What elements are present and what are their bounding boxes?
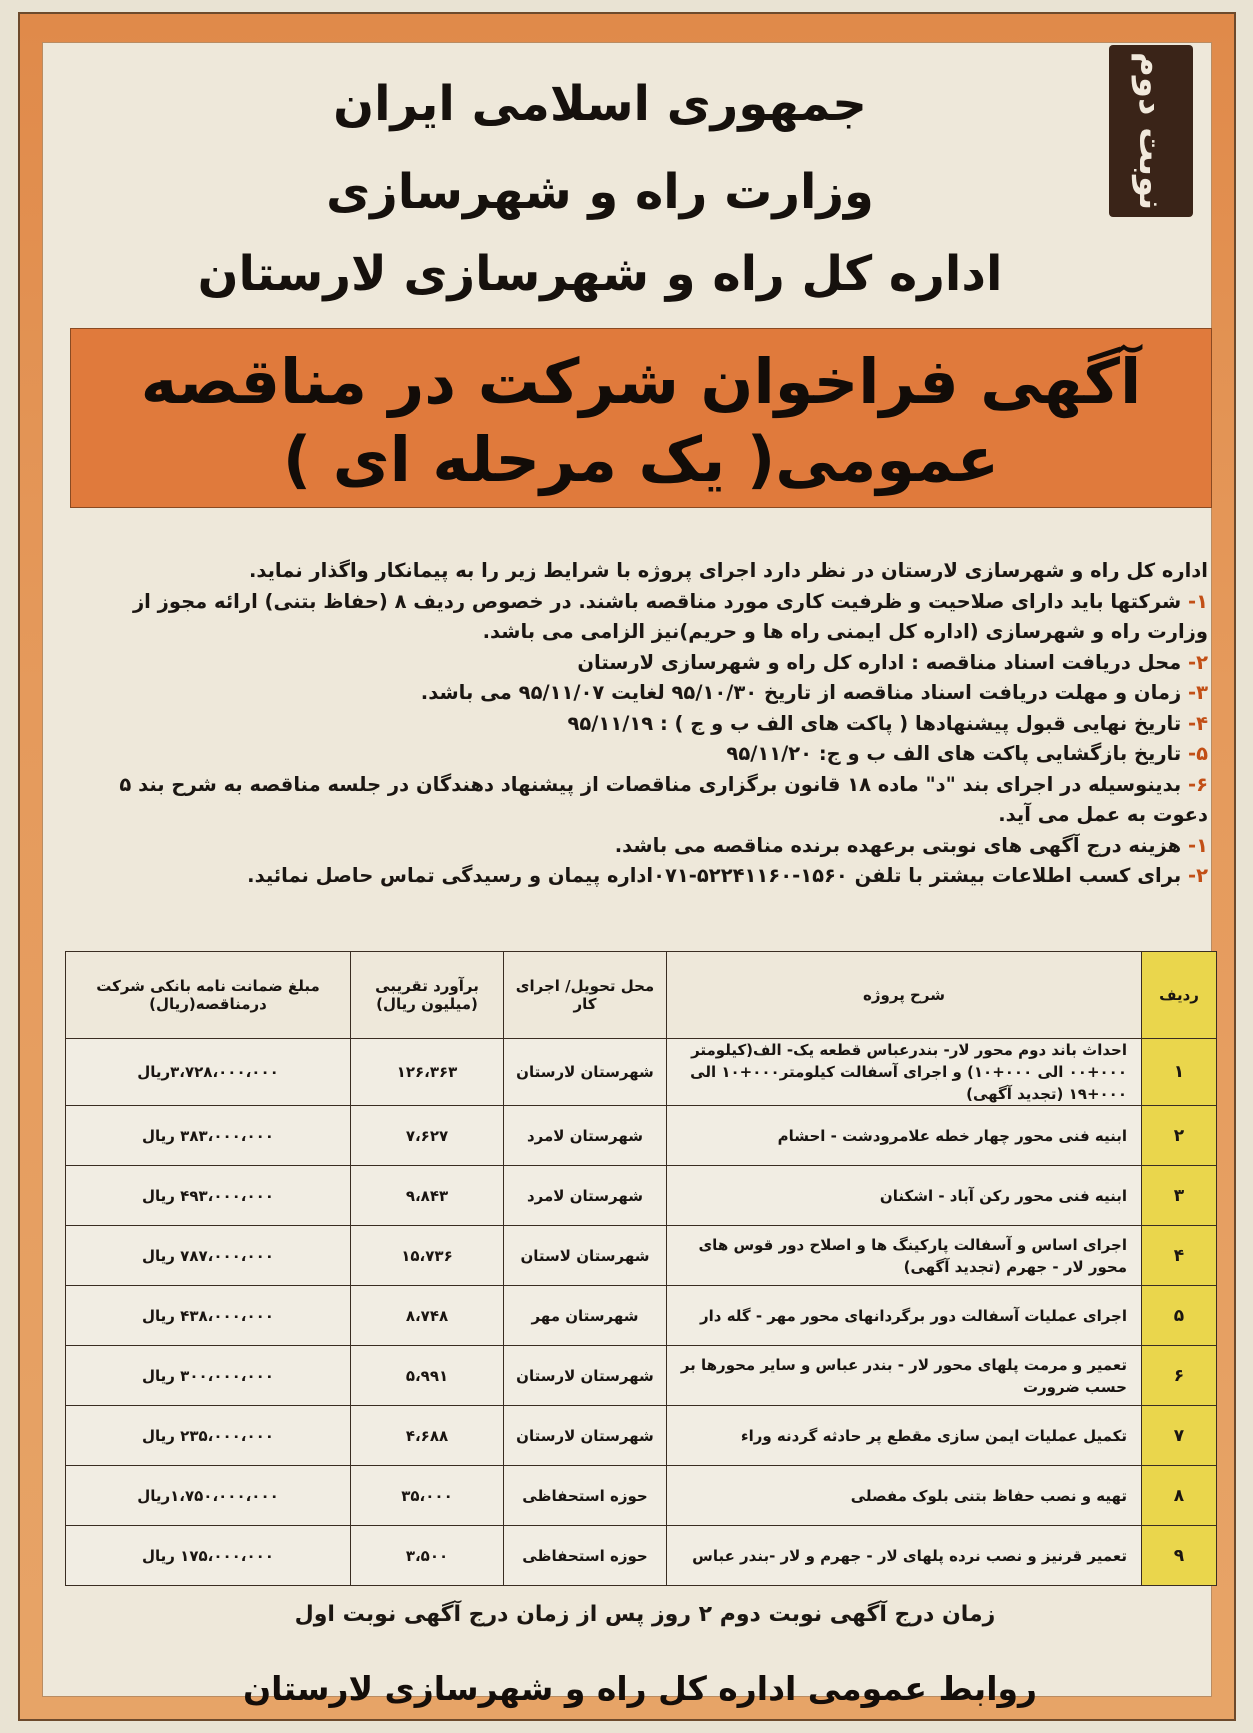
project-description: احداث باند دوم محور لار- بندرعباس قطعه یک- الف(کیلومتر ۰۰۰+۰۰ الی ۰۰۰+۱۰) و اجرای آسفالت کیلومتر۰۰۰+۱۰ الی ۰۰۰+۱۹ (تجدید آگهی) <box>667 1039 1142 1106</box>
project-guarantee: ۳۸۳،۰۰۰،۰۰۰ ریال <box>66 1106 351 1166</box>
project-location: شهرستان لامرد <box>504 1166 667 1226</box>
project-estimate: ۵،۹۹۱ <box>351 1346 504 1406</box>
ministry-title: وزارت راه و شهرسازی <box>326 164 874 220</box>
projects-table <box>65 951 1217 1586</box>
project-location: حوزه استحفاظی <box>504 1466 667 1526</box>
row-number: ۴ <box>1142 1226 1217 1286</box>
header-estimate: برآورد تقریبی (میلیون ریال) <box>351 952 504 1039</box>
project-description: ابنیه فنی محور رکن آباد - اشکنان <box>667 1166 1142 1226</box>
project-description: تکمیل عملیات ایمن سازی مقطع پر حادثه گردنه وراء <box>667 1406 1142 1466</box>
condition-text: تاریخ نهایی قبول پیشنهادها ( پاکت های الف ب و ج ) : ۹۵/۱۱/۱۹ <box>567 711 1182 735</box>
table-row <box>66 1226 1217 1286</box>
publication-timing-note: زمان درج آگهی نوبت دوم ۲ روز پس از زمان درج آگهی نوبت اول <box>294 1602 996 1627</box>
condition-item <box>80 587 1208 648</box>
table-row <box>66 1526 1217 1586</box>
row-number: ۲ <box>1142 1106 1217 1166</box>
header-guarantee: مبلغ ضمانت نامه بانکی شرکت درمناقصه(ریال) <box>66 952 351 1039</box>
table-row <box>66 1406 1217 1466</box>
publication-round-label: نوبت دوم <box>1131 51 1171 211</box>
condition-text: بدینوسیله در اجرای بند "د" ماده ۱۸ قانون برگزاری مناقصات از پیشنهاد دهندگان در جلسه مناقصه به شرح بند ۵ دعوت به عمل می آید. <box>119 772 1208 826</box>
table-header-row <box>66 952 1217 1039</box>
condition-item <box>80 739 1208 770</box>
row-number: ۶ <box>1142 1346 1217 1406</box>
row-number: ۹ <box>1142 1526 1217 1586</box>
note-number: ۲- <box>1188 864 1208 887</box>
project-location: حوزه استحفاظی <box>504 1526 667 1586</box>
banner-line-2: عمومی( یک مرحله ای ) <box>282 423 1000 496</box>
project-guarantee: ۱،۷۵۰،۰۰۰،۰۰۰ریال <box>66 1466 351 1526</box>
intro-paragraph: اداره کل راه و شهرسازی لارستان در نظر دارد اجرای پروژه با شرایط زیر را به پیمانکار واگذار نماید. <box>248 559 1208 582</box>
condition-number: ۳- <box>1188 681 1208 704</box>
condition-item <box>80 678 1208 709</box>
table-row <box>66 1346 1217 1406</box>
project-location: شهرستان مهر <box>504 1286 667 1346</box>
project-estimate: ۹،۸۴۳ <box>351 1166 504 1226</box>
note-text: هزینه درج آگهی های نوبتی برعهده برنده مناقصه می باشد. <box>614 833 1182 857</box>
condition-item <box>80 770 1208 831</box>
notice-body <box>80 556 1208 892</box>
row-number: ۸ <box>1142 1466 1217 1526</box>
project-description: ابنیه فنی محور چهار خطه علامرودشت - احشام <box>667 1106 1142 1166</box>
public-relations-signature: روابط عمومی اداره کل راه و شهرسازی لارستان <box>242 1669 1038 1708</box>
project-estimate: ۴،۶۸۸ <box>351 1406 504 1466</box>
project-guarantee: ۳،۷۲۸،۰۰۰،۰۰۰ریال <box>66 1039 351 1106</box>
project-estimate: ۷،۶۲۷ <box>351 1106 504 1166</box>
project-guarantee: ۱۷۵،۰۰۰،۰۰۰ ریال <box>66 1526 351 1586</box>
condition-number: ۱- <box>1188 589 1208 613</box>
note-item <box>80 861 1208 892</box>
project-guarantee: ۴۹۳،۰۰۰،۰۰۰ ریال <box>66 1166 351 1226</box>
project-location: شهرستان لارستان <box>504 1406 667 1466</box>
project-location: شهرستان لامرد <box>504 1106 667 1166</box>
condition-number: ۶- <box>1188 772 1208 796</box>
condition-text: محل دریافت اسناد مناقصه : اداره کل راه و شهرسازی لارستان <box>577 650 1182 674</box>
project-location: شهرستان لارستان <box>504 1039 667 1106</box>
project-location: شهرستان لارستان <box>504 1346 667 1406</box>
project-estimate: ۳۵،۰۰۰ <box>351 1466 504 1526</box>
banner-line-1: آگهی فراخوان شرکت در مناقصه <box>140 345 1142 418</box>
row-number: ۱ <box>1142 1039 1217 1106</box>
project-description: اجرای عملیات آسفالت دور برگردانهای محور مهر - گله دار <box>667 1286 1142 1346</box>
header-location: محل تحویل/ اجرای کار <box>504 952 667 1039</box>
header-row-number: ردیف <box>1142 952 1217 1039</box>
note-text: برای کسب اطلاعات بیشتر با تلفن ۱۵۶۰-۵۲۲۴۱۱۶۰-۰۷۱اداره پیمان و رسیدگی تماس حاصل نمائید. <box>247 864 1182 887</box>
note-number: ۱- <box>1188 833 1208 857</box>
condition-text: تاریخ بازگشایی پاکت های الف ب و ج: ۹۵/۱۱/۲۰ <box>726 742 1182 765</box>
project-description: تعمیر و مرمت پلهای محور لار - بندر عباس و سایر محورها بر حسب ضرورت <box>667 1346 1142 1406</box>
table-row <box>66 1466 1217 1526</box>
project-estimate: ۳،۵۰۰ <box>351 1526 504 1586</box>
condition-number: ۴- <box>1188 711 1208 735</box>
project-guarantee: ۲۳۵،۰۰۰،۰۰۰ ریال <box>66 1406 351 1466</box>
condition-number: ۲- <box>1188 650 1208 674</box>
project-estimate: ۱۲۶،۳۶۳ <box>351 1039 504 1106</box>
table-row <box>66 1106 1217 1166</box>
condition-text: زمان و مهلت دریافت اسناد مناقصه از تاریخ ۹۵/۱۰/۳۰ لغایت ۹۵/۱۱/۰۷ می باشد. <box>420 681 1182 704</box>
condition-item <box>80 709 1208 740</box>
header-description: شرح پروژه <box>667 952 1142 1039</box>
project-guarantee: ۴۳۸،۰۰۰،۰۰۰ ریال <box>66 1286 351 1346</box>
table-row <box>66 1286 1217 1346</box>
project-guarantee: ۷۸۷،۰۰۰،۰۰۰ ریال <box>66 1226 351 1286</box>
notice-banner <box>70 328 1212 508</box>
project-description: تهیه و نصب حفاظ بتنی بلوک مفصلی <box>667 1466 1142 1526</box>
table-row <box>66 1039 1217 1106</box>
condition-text: شرکتها باید دارای صلاحیت و ظرفیت کاری مورد مناقصه باشند. در خصوص ردیف ۸ (حفاظ بتنی) ارائه مجوز از وزارت راه و شهرسازی (اداره کل ایمنی راه ها و حریم)نیز الزامی می باشد. <box>132 589 1208 643</box>
condition-item <box>80 648 1208 679</box>
country-title: جمهوری اسلامی ایران <box>333 76 867 132</box>
row-number: ۳ <box>1142 1166 1217 1226</box>
table-row <box>66 1166 1217 1226</box>
office-title: اداره کل راه و شهرسازی لارستان <box>197 246 1003 302</box>
project-description: اجرای اساس و آسفالت پارکینگ ها و اصلاح دور قوس های محور لار - جهرم (تجدید آگهی) <box>667 1226 1142 1286</box>
row-number: ۵ <box>1142 1286 1217 1346</box>
project-location: شهرستان لاستان <box>504 1226 667 1286</box>
project-description: تعمیر قرنیز و نصب نرده پلهای لار - جهرم و لار -بندر عباس <box>667 1526 1142 1586</box>
condition-number: ۵- <box>1188 742 1208 765</box>
row-number: ۷ <box>1142 1406 1217 1466</box>
publication-round-badge <box>1109 45 1193 217</box>
project-estimate: ۸،۷۴۸ <box>351 1286 504 1346</box>
note-item <box>80 831 1208 862</box>
tender-notice <box>18 12 1236 1721</box>
project-estimate: ۱۵،۷۳۶ <box>351 1226 504 1286</box>
project-guarantee: ۳۰۰،۰۰۰،۰۰۰ ریال <box>66 1346 351 1406</box>
